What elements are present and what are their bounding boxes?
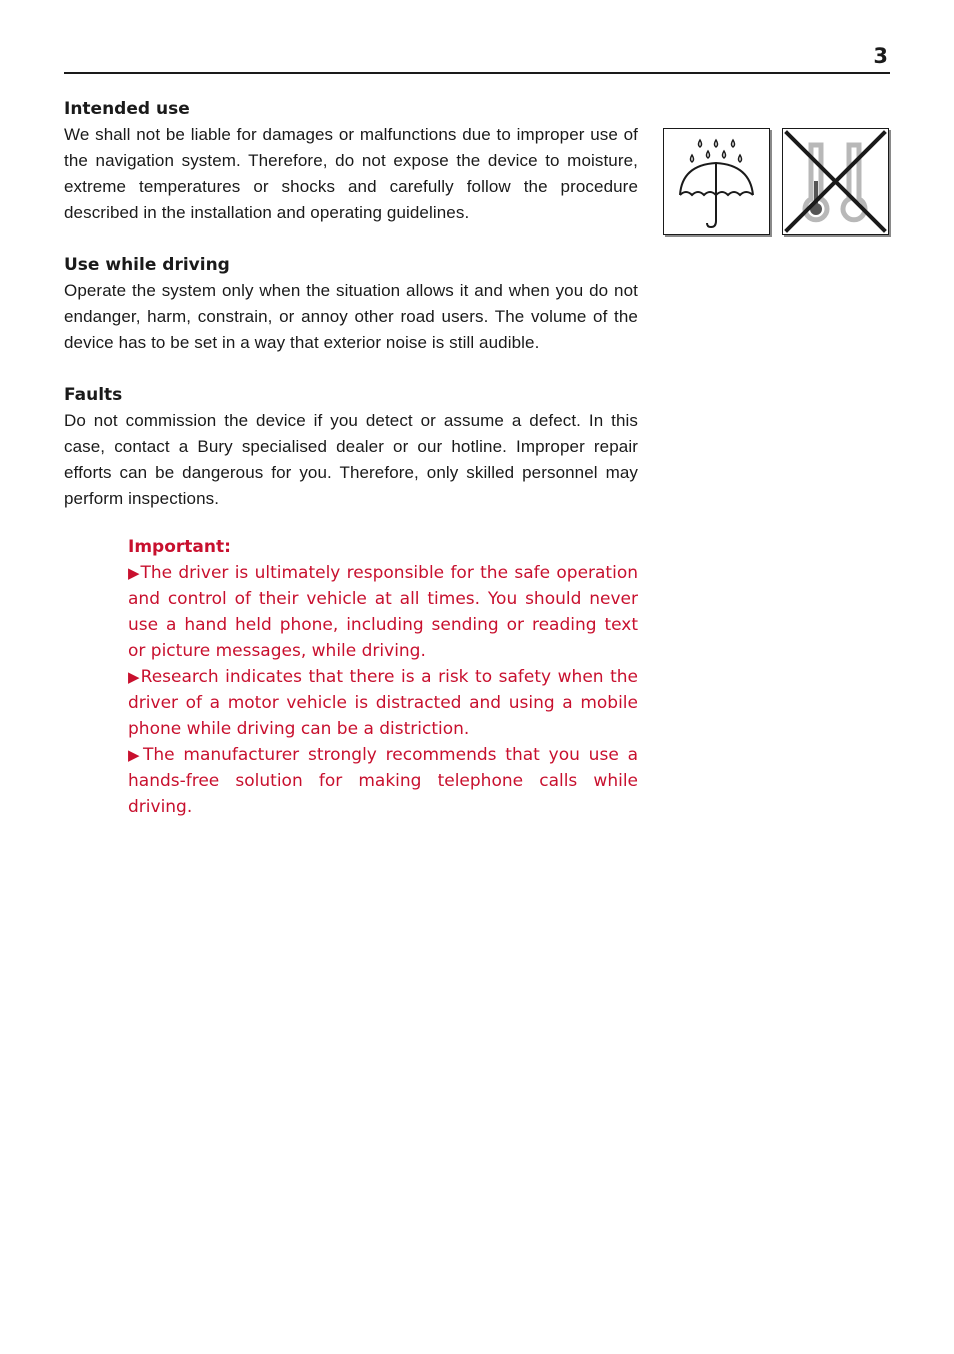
important-heading: Important: [128, 537, 231, 557]
section-faults [64, 382, 638, 512]
section-heading: Intended use [64, 99, 190, 119]
important-item [128, 742, 638, 820]
section-body: We shall not be liable for damages or malfunctions due to improper use of the navigation system. Therefore, do not expose the device to moisture, extreme temperatures or shocks and carefully follow the procedure described in the installation and operating guidelines. [64, 125, 638, 222]
section-heading: Use while driving [64, 255, 230, 275]
bullet-arrow-icon: ▶ [128, 746, 143, 764]
section-intended-use [64, 96, 638, 226]
warning-icons [663, 128, 891, 236]
important-item [128, 664, 638, 742]
section-body: Do not commission the device if you detect or assume a defect. In this case, contact a Bury specialised dealer or our hotline. Improper repair efforts can be dangerous for you. Therefore, only skilled personnel may perform inspections. [64, 411, 638, 508]
bullet-arrow-icon: ▶ [128, 668, 141, 686]
page-number: 3 [873, 44, 888, 68]
important-item [128, 560, 638, 664]
important-item-text: The manufacturer strongly recommends that you use a hands-free solution for making telephone calls while driving. [128, 745, 638, 817]
section-use-while-driving [64, 252, 638, 356]
important-notice [128, 534, 638, 820]
bullet-arrow-icon: ▶ [128, 564, 141, 582]
section-body: Operate the system only when the situation allows it and when you do not endanger, harm, constrain, or annoy other road users. The volume of the device has to be set in a way that exterior noise is still audible. [64, 281, 638, 352]
important-item-text: The driver is ultimately responsible for the safe operation and control of their vehicle at all times. You should never use a hand held phone, including sending or reading text or picture messages, while driving. [128, 563, 638, 661]
main-content [64, 96, 638, 538]
no-extreme-temperature-icon [782, 128, 889, 235]
important-item-text: Research indicates that there is a risk to safety when the driver of a motor vehicle is distracted and using a mobile phone while driving can be a distriction. [128, 667, 638, 739]
header-rule [64, 72, 890, 74]
umbrella-rain-icon [663, 128, 770, 235]
section-heading: Faults [64, 385, 123, 405]
